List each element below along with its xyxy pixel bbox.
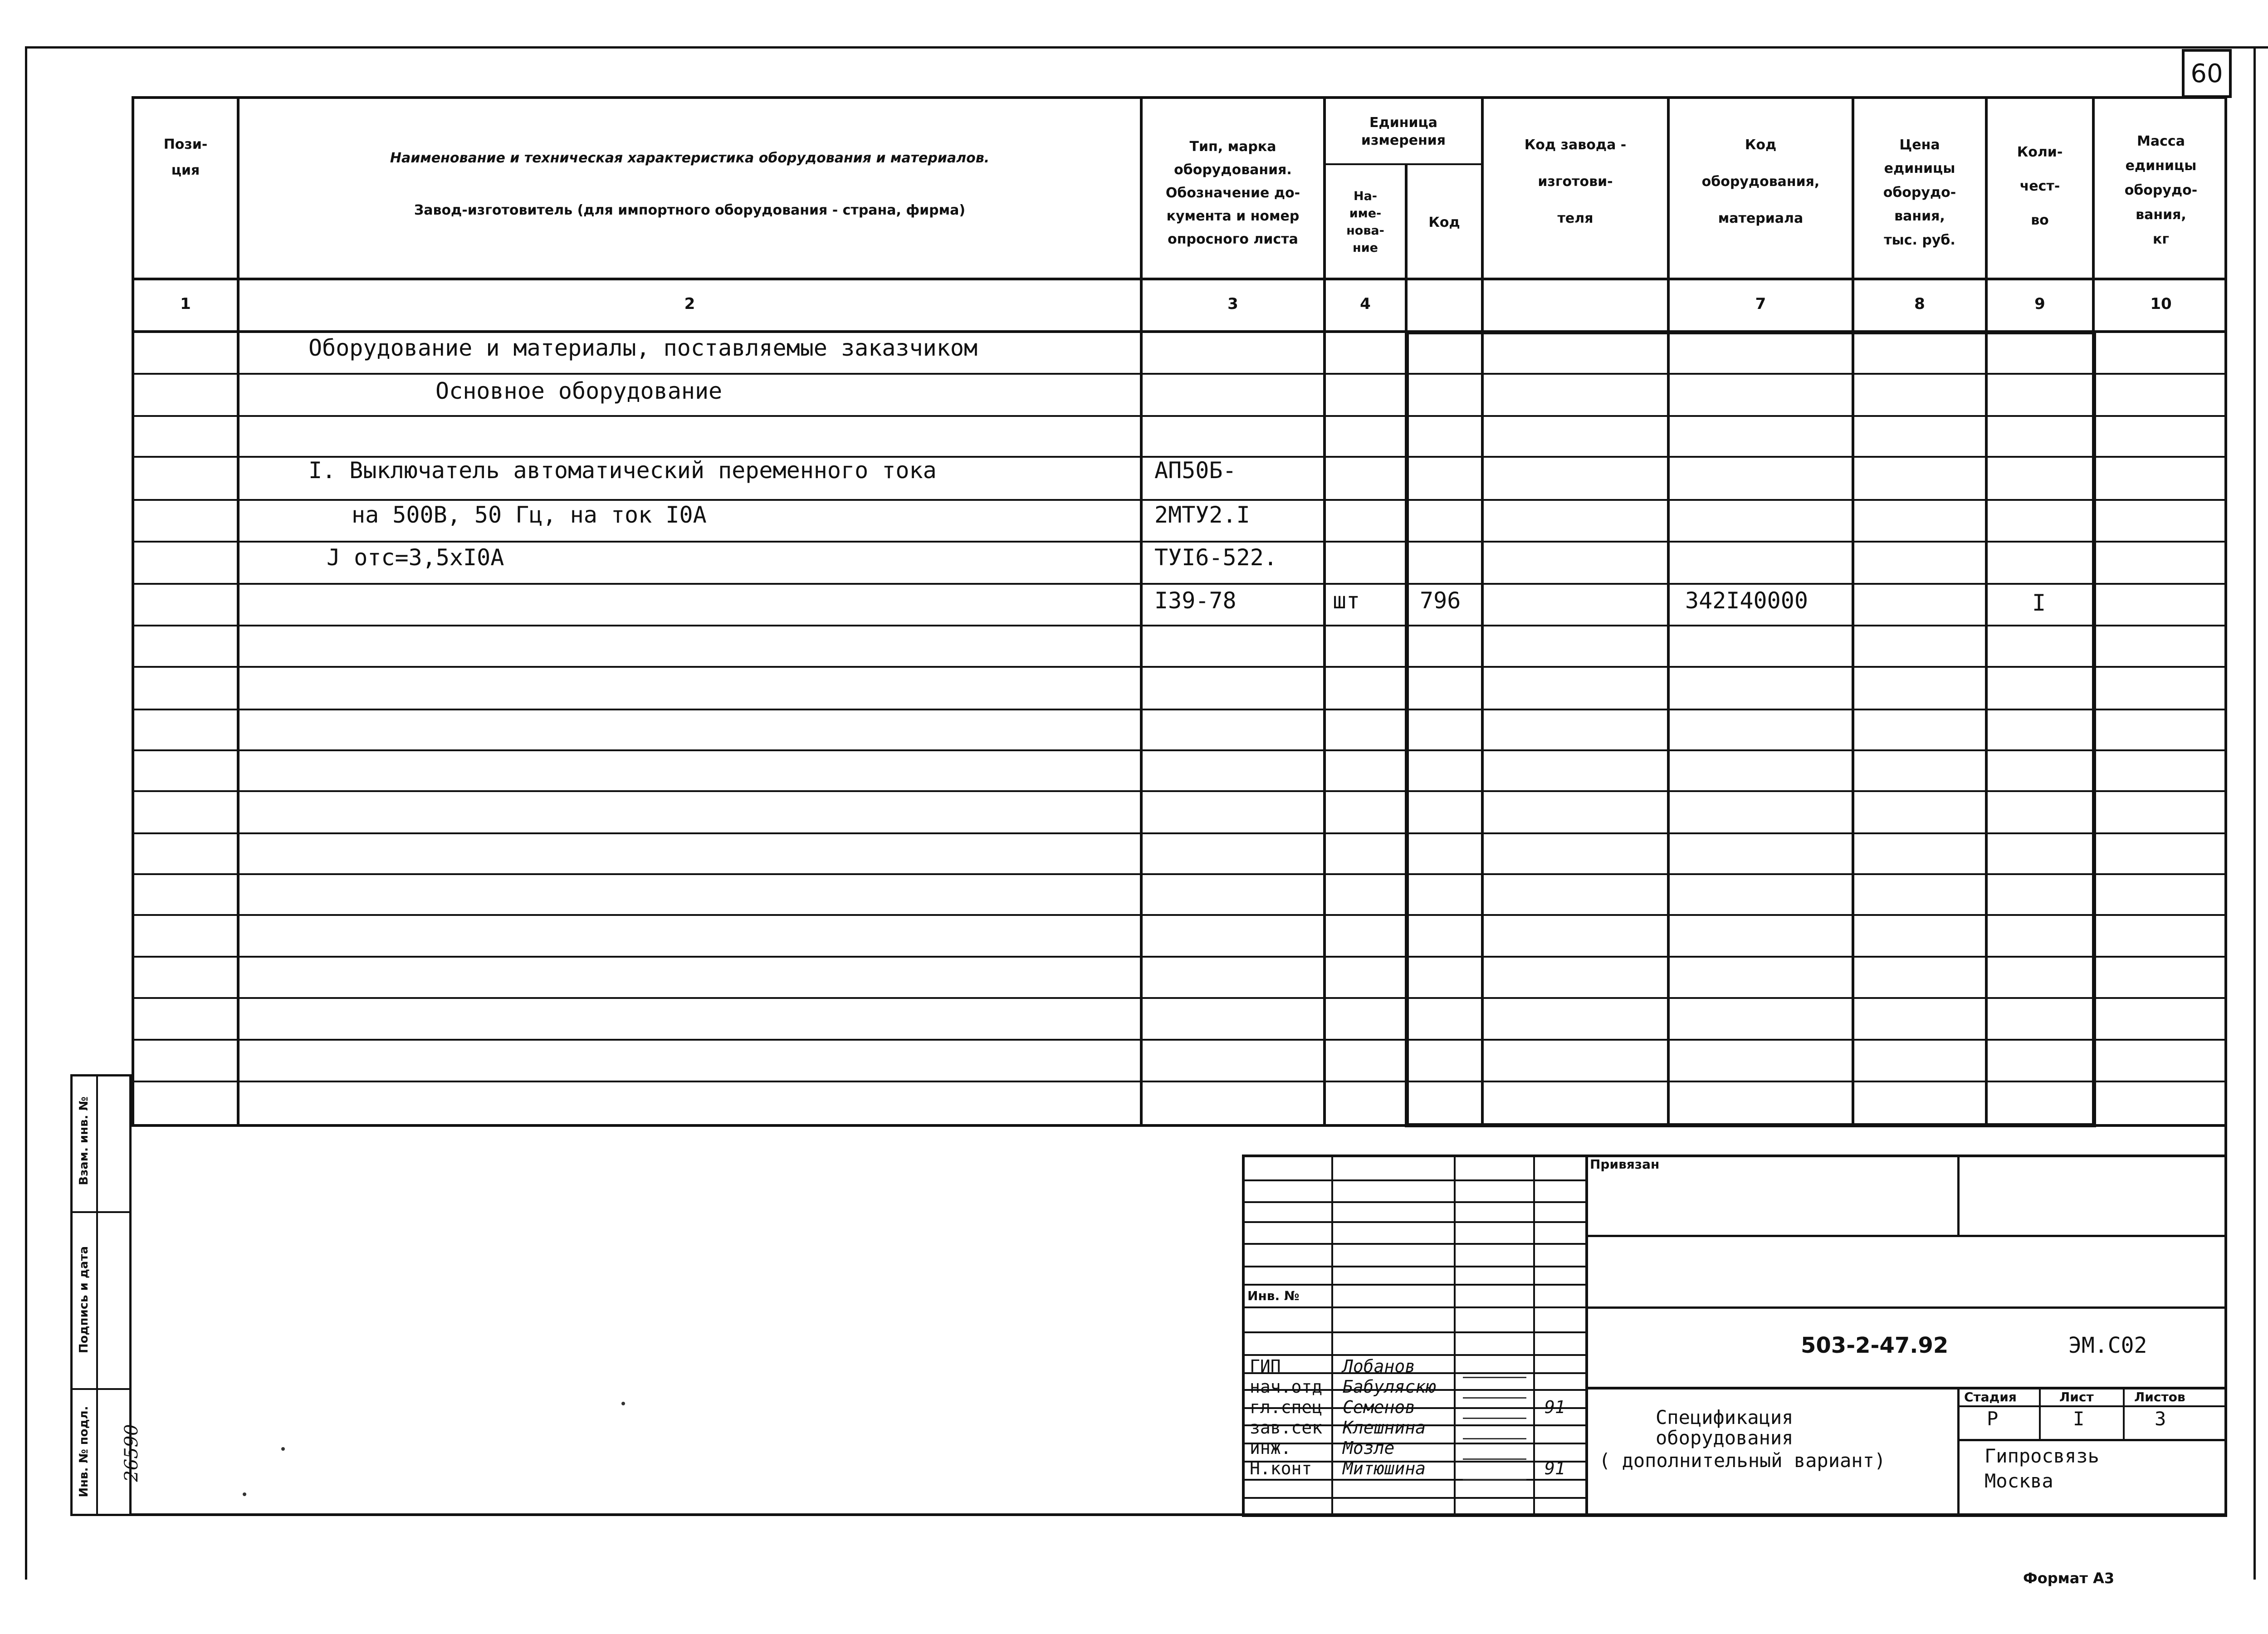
side-invpodl-value: 26590 bbox=[121, 1424, 142, 1482]
table-row-line bbox=[132, 749, 2227, 751]
staff-name: Лобанов bbox=[1343, 1356, 1416, 1376]
colnum-7: 7 bbox=[1755, 295, 1766, 313]
table-row-line bbox=[132, 541, 2227, 543]
row-item-unit: шт bbox=[1333, 587, 1360, 614]
dot-mark-2 bbox=[281, 1447, 285, 1451]
colnum-8: 8 bbox=[1914, 295, 1925, 313]
row-item-type-3: ТУI6-522. bbox=[1154, 544, 1277, 571]
tb-org-2: Москва bbox=[1984, 1470, 2053, 1492]
table-row-line bbox=[132, 709, 2227, 710]
tb-doc-suffix: ЭМ.С02 bbox=[2068, 1333, 2147, 1358]
staff-name: Клешнина bbox=[1343, 1418, 1426, 1438]
colnum-2: 2 bbox=[684, 295, 695, 313]
side-vzam: Взам. инв. № bbox=[77, 1096, 91, 1185]
dot-mark bbox=[621, 1402, 625, 1405]
row-section-title: Оборудование и материалы, поставляемые заказчиком bbox=[308, 335, 978, 361]
table-row-line bbox=[132, 873, 2227, 875]
table-row-line bbox=[132, 583, 2227, 585]
row-item-type: АП50Б- bbox=[1154, 457, 1237, 484]
table-row-line bbox=[132, 499, 2227, 501]
staff-name: Мозле bbox=[1343, 1438, 1395, 1458]
table-row-line bbox=[132, 832, 2227, 834]
header-type: Тип, марка оборудования. Обозначение до- кумента и номер опросного листа bbox=[1165, 138, 1300, 247]
header-name-line1: Наименование и техническая характеристика оборудования и материалов. bbox=[390, 150, 990, 166]
staff-role: зав.сек bbox=[1250, 1418, 1323, 1438]
tb-stage-label: Стадия bbox=[1964, 1389, 2017, 1404]
staff-role: ГИП bbox=[1250, 1356, 1281, 1376]
header-equip-code: Код оборудования, материала bbox=[1701, 137, 1820, 226]
title-block-row-line bbox=[1242, 1331, 1587, 1333]
title-block-row-line bbox=[1242, 1306, 1587, 1308]
title-block-row-line bbox=[1242, 1479, 1587, 1481]
table-row-line bbox=[132, 914, 2227, 916]
dot-mark-3 bbox=[243, 1492, 246, 1496]
side-podpis: Подпись и дата bbox=[77, 1246, 91, 1354]
tb-doc-code: 503-2-47.92 bbox=[1801, 1333, 1949, 1358]
staff-role: нач.отд bbox=[1250, 1377, 1323, 1397]
table-bottom-line bbox=[132, 1124, 2227, 1127]
row-item-unit-code: 796 bbox=[1420, 587, 1461, 614]
table-row-line bbox=[132, 956, 2227, 958]
title-block-row-line bbox=[1242, 1221, 1587, 1223]
row-item-equip-code: 342I40000 bbox=[1685, 587, 1808, 614]
header-position: Пози- ция bbox=[163, 137, 208, 178]
header-price: Цена единицы оборудо- вания, тыс. руб. bbox=[1883, 137, 1956, 248]
title-block-row-line bbox=[1242, 1284, 1587, 1286]
colnum-3: 3 bbox=[1227, 295, 1238, 313]
staff-date: 91 bbox=[1545, 1458, 1565, 1478]
staff-name: Бабуляскю bbox=[1343, 1377, 1436, 1397]
header-unit: Единица измерения bbox=[1361, 115, 1446, 148]
title-block-row-line bbox=[1242, 1201, 1587, 1203]
tb-sheets: 3 bbox=[2155, 1408, 2166, 1430]
sheet-format: Формат А3 bbox=[2023, 1570, 2115, 1587]
tb-title-3: ( дополнительный вариант) bbox=[1599, 1449, 1886, 1472]
side-invpodl: Инв. № подл. bbox=[77, 1406, 91, 1497]
header-unit-code: Код bbox=[1428, 214, 1460, 230]
table-row-line bbox=[132, 997, 2227, 999]
table-row-line bbox=[132, 1081, 2227, 1082]
table-row-line bbox=[132, 415, 2227, 417]
title-block-row-line bbox=[1242, 1443, 1587, 1444]
header-plant-code: Код завода - изготови- теля bbox=[1524, 137, 1627, 226]
staff-name: Митюшина bbox=[1343, 1458, 1426, 1478]
colnum-1: 1 bbox=[180, 295, 191, 313]
colnum-10: 10 bbox=[2150, 295, 2172, 313]
header-name-line2: Завод-изготовитель (для импортного оборудования - страна, фирма) bbox=[414, 202, 966, 218]
row-item-name: I. Выключатель автоматический переменного тока bbox=[308, 457, 937, 484]
tb-sheet-label: Лист bbox=[2059, 1389, 2094, 1404]
row-item-type-2: 2МТУ2.I bbox=[1154, 502, 1250, 528]
tb-title-1: Спецификация bbox=[1656, 1406, 1794, 1429]
signature-mark bbox=[1463, 1456, 1526, 1480]
title-block-row-line bbox=[1242, 1179, 1587, 1181]
staff-name: Семенов bbox=[1343, 1397, 1416, 1417]
sheet-number: 60 bbox=[2182, 49, 2232, 98]
colnum-9: 9 bbox=[2034, 295, 2045, 313]
header-unit-name: На- име- нова- ние bbox=[1346, 189, 1384, 255]
tb-org-1: Гипросвязь bbox=[1984, 1445, 2099, 1467]
header-mass: Масса единицы оборудо- вания, кг bbox=[2124, 133, 2198, 247]
tb-stage: Р bbox=[1987, 1408, 1999, 1430]
row-item-current: Ј отс=3,5хI0А bbox=[327, 544, 504, 571]
staff-role: Н.конт bbox=[1250, 1458, 1312, 1478]
colnum-4: 4 bbox=[1360, 295, 1371, 313]
table-row-line bbox=[132, 625, 2227, 626]
table-row-line bbox=[132, 1039, 2227, 1041]
title-block-row-line bbox=[1242, 1243, 1587, 1245]
tb-inv-no: Инв. № bbox=[1247, 1288, 1300, 1303]
title-block-row-line bbox=[1242, 1266, 1587, 1267]
tb-title-2: оборудования bbox=[1656, 1427, 1794, 1449]
header-quantity: Коли- чест- во bbox=[2017, 144, 2063, 228]
row-item-quantity: I bbox=[2032, 590, 2046, 616]
staff-date: 91 bbox=[1545, 1397, 1565, 1417]
title-block-row-line bbox=[1242, 1354, 1587, 1356]
table-row-line bbox=[132, 373, 2227, 375]
row-subsection-title: Основное оборудование bbox=[435, 378, 723, 404]
tb-sheets-label: Листов bbox=[2134, 1389, 2185, 1404]
table-row-line bbox=[132, 666, 2227, 668]
staff-role: гл.спец bbox=[1250, 1397, 1323, 1417]
tb-sheet: I bbox=[2073, 1408, 2085, 1430]
row-item-type-4: I39-78 bbox=[1154, 587, 1237, 614]
table-row-line bbox=[132, 790, 2227, 792]
staff-role: инж. bbox=[1250, 1438, 1291, 1458]
row-item-spec: на 500В, 50 Гц, на ток I0A bbox=[352, 502, 707, 528]
tb-privyazan: Привязан bbox=[1590, 1157, 1660, 1172]
title-block-row-line bbox=[1242, 1497, 1587, 1499]
